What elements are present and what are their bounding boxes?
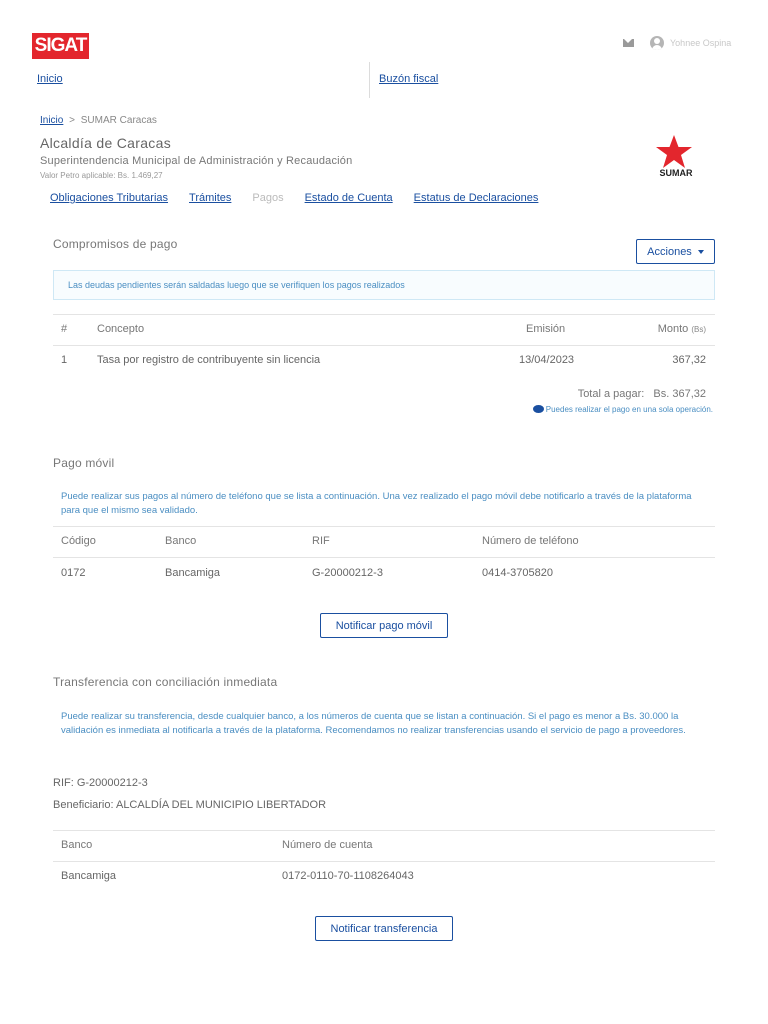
page-title: Alcaldía de Caracas	[40, 135, 171, 151]
pending-debts-alert: Las deudas pendientes serán saldadas luego que se verifiquen los pagos realizados	[53, 270, 715, 300]
transferencia-info: Puede realizar su transferencia, desde cualquier banco, a los números de cuenta que se listan a continuación. Si el pago es menor a Bs. 30.000 la validación es inmediata al notificarla a través de la plataforma. Recomendamos no realizar transferencias usando el servicio de pago a proveedores.	[61, 711, 686, 736]
tr-col-banco: Banco	[61, 839, 93, 851]
pm-col-banco: Banco	[165, 535, 197, 547]
table-top-border	[53, 314, 715, 315]
tab-pagos[interactable]: Pagos	[252, 192, 284, 204]
pm-row-rif: G-20000212-3	[312, 567, 383, 579]
row-concepto: Tasa por registro de contribuyente sin licencia	[97, 354, 321, 366]
total-a-pagar	[500, 388, 706, 400]
tab-tramites[interactable]: Trámites	[189, 192, 232, 204]
transferencia-rif: RIF: G-20000212-3	[53, 777, 148, 789]
breadcrumb-separator: >	[69, 115, 75, 126]
col-header-num: #	[61, 323, 68, 335]
transferencia-beneficiario: Beneficiario: ALCALDÍA DEL MUNICIPIO LIBERTADOR	[53, 799, 327, 811]
pm-col-rif: RIF	[312, 535, 330, 547]
table-header-border	[53, 345, 715, 346]
row-emision: 13/04/2023	[519, 354, 575, 366]
pm-table-header-border	[53, 557, 715, 558]
pm-col-codigo: Código	[61, 535, 96, 547]
mail-icon[interactable]	[623, 39, 634, 47]
sigat-logo[interactable]: SIGAT	[32, 33, 89, 59]
pm-col-telefono: Número de teléfono	[482, 535, 579, 547]
tr-row-banco: Bancamiga	[61, 870, 117, 882]
monto-unit: (Bs)	[691, 325, 706, 334]
total-label: Total a pagar:	[577, 388, 645, 400]
user-avatar-icon[interactable]	[650, 36, 664, 50]
pm-row-telefono: 0414-3705820	[482, 567, 553, 579]
pago-movil-info: Puede realizar sus pagos al número de teléfono que se lista a continuación. Una vez realizado el pago móvil debe notificarlo a través de la plataforma para que el mismo sea validado.	[61, 491, 692, 516]
pm-row-codigo: 0172	[61, 567, 86, 579]
pago-movil-title: Pago móvil	[53, 456, 115, 470]
total-value: Bs. 367,32	[653, 388, 706, 400]
pm-table-top-border	[53, 526, 715, 527]
nav-divider	[369, 62, 370, 98]
nav-buzon-fiscal-link[interactable]: Buzón fiscal	[379, 73, 439, 85]
tr-table-header-border	[53, 861, 715, 862]
tr-table-top-border	[53, 830, 715, 831]
col-header-emision: Emisión	[526, 323, 566, 335]
row-num: 1	[61, 354, 68, 366]
transferencia-title: Transferencia con conciliación inmediata	[53, 675, 278, 689]
acciones-label: Acciones	[647, 245, 692, 258]
nav-inicio-link[interactable]: Inicio	[37, 73, 63, 85]
caret-down-icon	[698, 250, 704, 254]
monto-label: Monto	[657, 323, 689, 335]
row-monto: 367,32	[672, 354, 706, 366]
acciones-dropdown-button[interactable]	[636, 239, 715, 264]
tr-row-cuenta: 0172-0110-70-1108264043	[282, 870, 414, 882]
sumar-star-icon	[654, 135, 694, 169]
section-tabs	[50, 192, 538, 204]
tr-col-cuenta: Número de cuenta	[282, 839, 373, 851]
compromisos-title: Compromisos de pago	[53, 237, 178, 251]
notificar-pago-movil-button[interactable]: Notificar pago móvil	[320, 613, 448, 638]
breadcrumb-current: SUMAR Caracas	[80, 115, 157, 126]
tab-obligaciones-tributarias[interactable]: Obligaciones Tributarias	[50, 192, 169, 204]
single-payment-note	[470, 405, 713, 414]
col-header-monto	[600, 323, 706, 335]
petro-value: Valor Petro aplicable: Bs. 1.469,27	[40, 171, 163, 180]
chat-bubble-icon	[533, 405, 544, 413]
col-header-concepto: Concepto	[97, 323, 145, 335]
notificar-transferencia-button[interactable]: Notificar transferencia	[315, 916, 453, 941]
page-subtitle: Superintendencia Municipal de Administración y Recaudación	[40, 155, 353, 167]
tab-estatus-de-declaraciones[interactable]: Estatus de Declaraciones	[413, 192, 539, 204]
tab-estado-de-cuenta[interactable]: Estado de Cuenta	[304, 192, 393, 204]
sumar-logo-text: SUMAR	[659, 168, 693, 178]
breadcrumb	[40, 115, 157, 126]
pm-row-banco: Bancamiga	[165, 567, 221, 579]
breadcrumb-home-link[interactable]: Inicio	[40, 115, 64, 126]
user-name[interactable]: Yohnee Ospina	[670, 38, 732, 48]
note-text: Puedes realizar el pago en una sola operación.	[545, 405, 713, 414]
